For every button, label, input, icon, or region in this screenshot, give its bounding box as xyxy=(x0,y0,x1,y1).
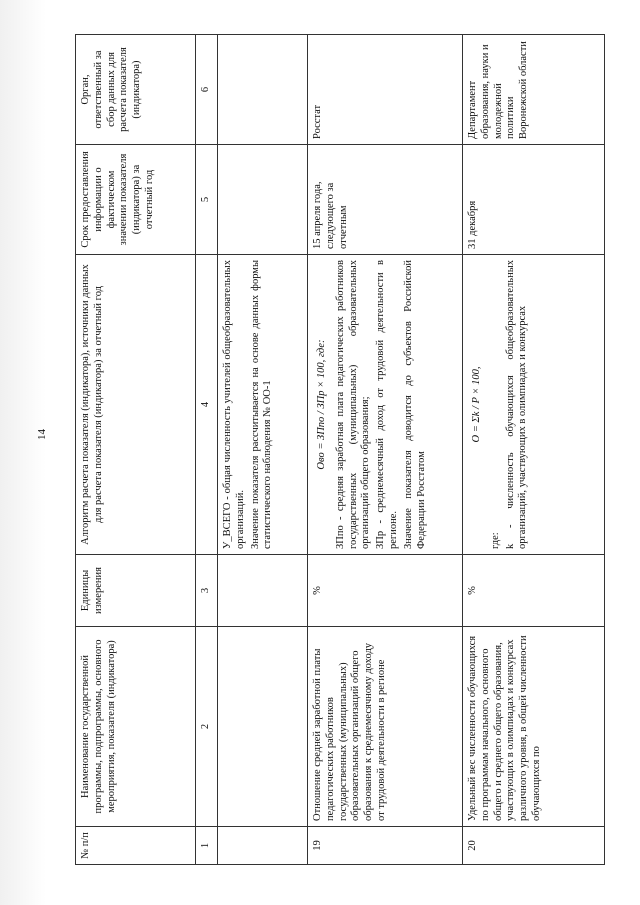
indicator-name: Отношение средней заработной платы педагогических работников государственных (муниципальных) образовательных организаций общего образования к среднемесячному доходу от трудовой деятельности в регионе xyxy=(308,627,463,827)
indicator-table xyxy=(75,34,605,865)
header-num: № п/п xyxy=(76,827,196,865)
table-row xyxy=(308,35,463,865)
col-number: 2 xyxy=(196,627,218,827)
algorithm-cell xyxy=(308,255,463,555)
algorithm-line: Значение показателя доводится до субъектов Российской Федерации Росстатом xyxy=(402,260,427,549)
table-row-continuation xyxy=(218,35,308,865)
responsible: Департамент образования, науки и молодежной политики Воронежской области xyxy=(463,35,605,145)
algorithm-cell xyxy=(218,255,308,555)
col-number: 6 xyxy=(196,35,218,145)
page-number: 14 xyxy=(36,429,48,440)
header-deadline: Срок предоставления информации о фактическом значении показателя (индикатора) за отчетный год xyxy=(76,145,196,255)
table-row xyxy=(463,35,605,865)
responsible: Росстат xyxy=(308,35,463,145)
deadline: 31 декабря xyxy=(463,145,605,255)
row-number: 19 xyxy=(308,827,463,865)
indicator-name: Удельный вес численности обучающихся по программам начального, основного общего и среднего общего образования, участвующих в олимпиадах и конкурсах различного уровня, в общей численности обучающихся по xyxy=(463,627,605,827)
algorithm-line: ЗПр - среднемесячный доход от трудовой деятельности в регионе. xyxy=(375,260,399,549)
header-algorithm: Алгоритм расчета показателя (индикатора), источники данных для расчета показателя (индикатора) за отчетный год xyxy=(76,255,196,555)
rotated-page xyxy=(75,35,605,865)
header-row xyxy=(76,35,196,865)
deadline: 15 апреля года, следующего за отчетным xyxy=(308,145,463,255)
algorithm-line: У_ВСЕГО - общая численность учителей общеобразовательных организаций. xyxy=(222,260,246,549)
unit: % xyxy=(463,555,605,627)
scan-edge xyxy=(0,0,46,905)
col-number: 3 xyxy=(196,555,218,627)
header-name: Наименование государственной программы, подпрограммы, основного мероприятия, показателя (индикатора) xyxy=(76,627,196,827)
col-number: 5 xyxy=(196,145,218,255)
col-number: 1 xyxy=(196,827,218,865)
algorithm-line: k - численность обучающихся общеобразовательных организаций, участвующих в олимпиадах и конкурсах xyxy=(504,260,529,549)
unit: % xyxy=(308,555,463,627)
col-number: 4 xyxy=(196,255,218,555)
row-number: 20 xyxy=(463,827,605,865)
formula: O = Σk / P × 100, xyxy=(471,366,482,443)
algorithm-line: ЗПпо - средняя заработная плата педагогических работников государственных (муниципальных) образовательных организаций общего образования; xyxy=(334,260,372,549)
algorithm-line: где: xyxy=(489,532,501,549)
header-unit: Единицы измерения xyxy=(76,555,196,627)
column-number-row xyxy=(196,35,218,865)
algorithm-cell xyxy=(463,255,605,555)
formula: Ово = ЗПпо / ЗПр × 100, где: xyxy=(316,339,327,470)
header-responsible: Орган, ответственный за сбор данных для расчета показателя (индикатора) xyxy=(76,35,196,145)
algorithm-line: Значение показателя рассчитывается на основе данных формы статистического наблюдения № ОО-1 xyxy=(249,260,274,549)
